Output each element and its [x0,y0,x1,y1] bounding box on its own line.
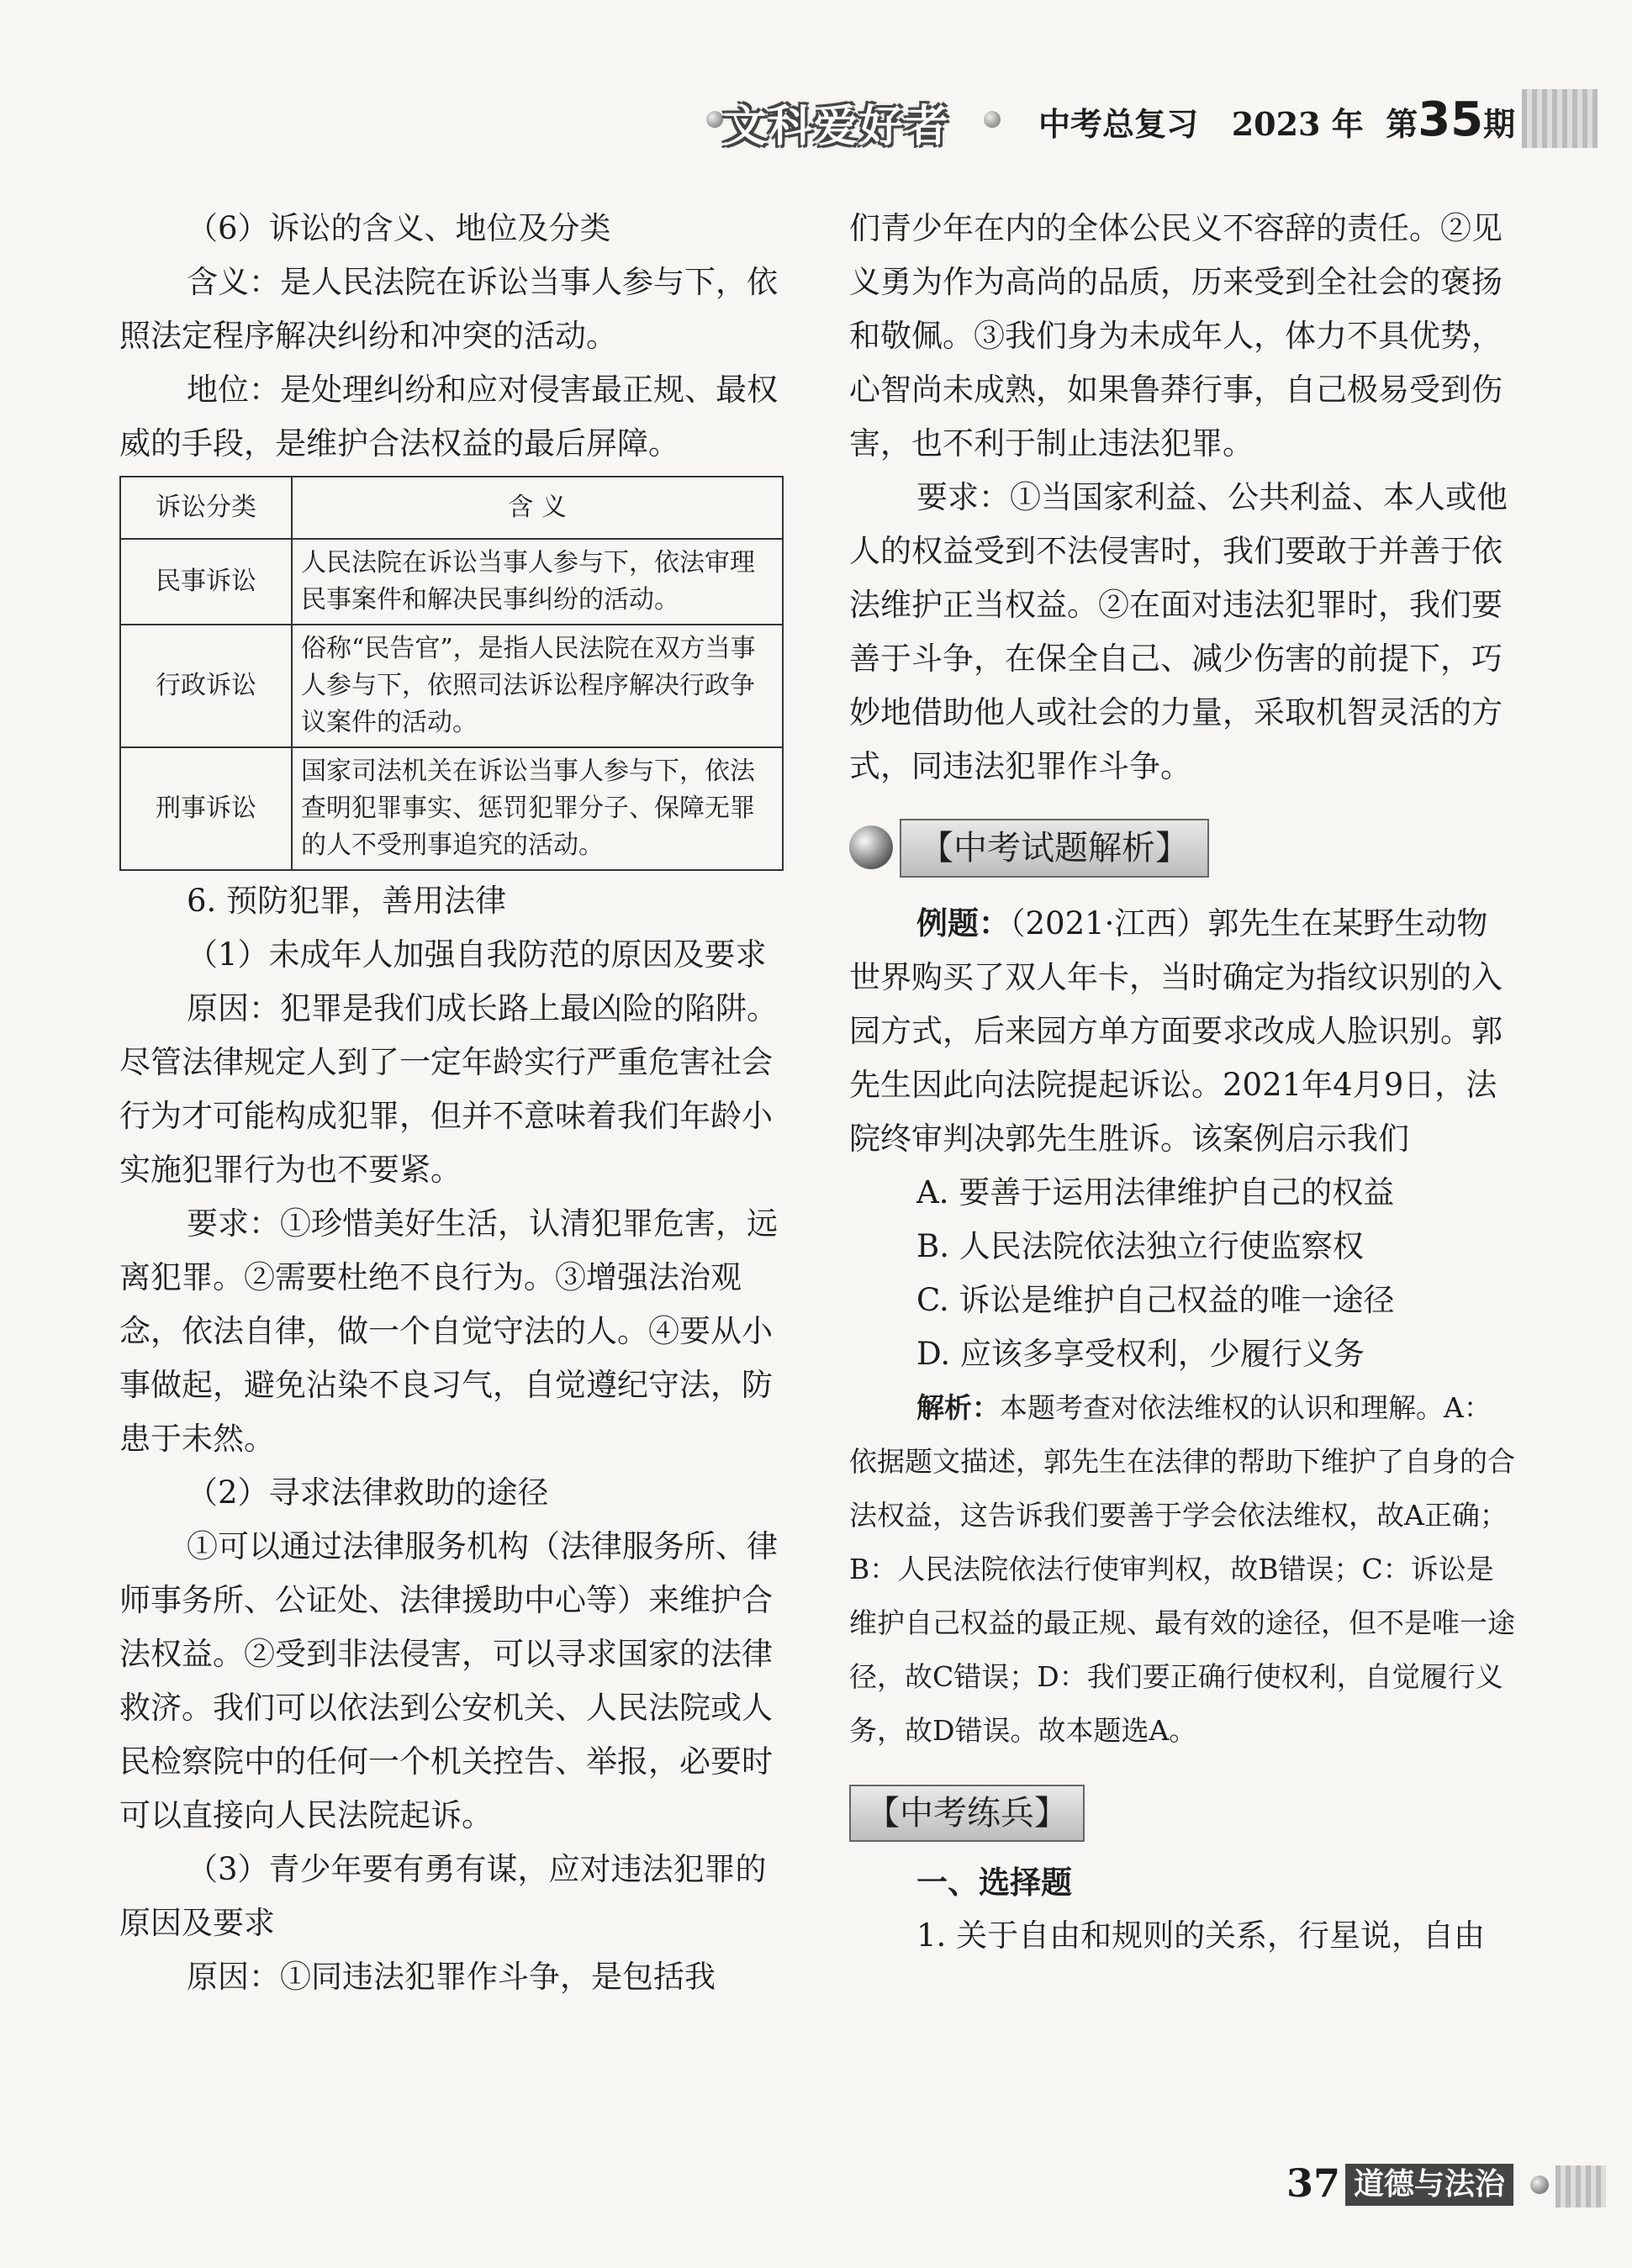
paragraph: 原因：①同违法犯罪作斗争，是包括我 [187,1959,716,1995]
example-label: 例题： [916,905,1010,941]
table-cell-desc: 国家司法机关在诉讼当事人参与下，依法查明犯罪事实、惩罚犯罪分子、保障无罪的人不受刑事追究的活动。 [292,747,783,870]
issue-prefix: 第 [1386,105,1418,143]
bullet-icon [706,111,723,128]
section-banner-analysis [849,814,1518,879]
example-question [849,896,1518,1166]
option: A. 要善于运用法律维护自己的权益 [916,1174,1395,1210]
page-footer [1286,2160,1614,2211]
paragraph: 原因：犯罪是我们成长路上最凶险的陷阱。尽管法律规定人到了一定年龄实行严重危害社会行为才可能构成犯罪，但并不意味着我们年龄小实施犯罪行为也不要紧。 [119,990,778,1188]
table-row [120,747,783,870]
ball-icon [849,825,893,869]
question: 1. 关于自由和规则的关系，行星说，自由 [916,1917,1486,1954]
footer-decoration [1555,2165,1606,2207]
table-row [120,625,783,747]
option: B. 人民法院依法独立行使监察权 [916,1228,1364,1264]
section-title: （2）寻求法律救助的途径 [187,1474,549,1511]
page-header [706,84,1598,153]
option: D. 应该多享受权利，少履行义务 [916,1336,1365,1372]
table-header-cell: 诉讼分类 [120,477,292,539]
left-column [119,202,788,2004]
table-cell-type: 行政诉讼 [120,625,292,747]
paragraph: 地位：是处理纠纷和应对侵害最正规、最权威的手段，是维护合法权益的最后屏障。 [119,372,778,462]
section-title: （1）未成年人加强自我防范的原因及要求 [187,936,767,973]
paragraph: 含义：是人民法院在诉讼当事人参与下，依照法定程序解决纠纷和冲突的活动。 [119,264,778,354]
heading: 6. 预防犯罪，善用法律 [187,883,507,919]
table-header-row [120,477,783,539]
section-title: （6）诉讼的含义、地位及分类 [187,210,611,246]
paragraph: 们青少年在内的全体公民义不容辞的责任。②见义勇为作为高尚的品质，历来受到全社会的褒扬和敬佩。③我们身为未成年人，体力不具优势，心智尚未成熟，如果鲁莽行事，自己极易受到伤害，也不利于制止违法犯罪。 [849,210,1503,462]
section-banner-label: 【中考试题解析】 [900,819,1209,878]
table-cell-desc: 人民法院在诉讼当事人参与下，依法审理民事案件和解决民事纠纷的活动。 [292,539,783,625]
example-body: （2021·江西）郭先生在某野生动物世界购买了双人年卡，当时确定为指纹识别的入园方式，后来园方单方面要求改成人脸识别。郭先生因此向法院提起诉讼。2021年4月9日，法院终审判决郭先生胜诉。该案例启示我们 [849,905,1503,1157]
issue-suffix: 期 [1483,105,1516,143]
option: C. 诉讼是维护自己权益的唯一途径 [916,1282,1395,1318]
header-decoration [1522,89,1598,148]
section-title: （3）青少年要有勇有谋，应对违法犯罪的原因及要求 [119,1851,767,1941]
table-header-cell: 含 义 [292,477,783,539]
section-banner-practice [849,1781,1518,1843]
page-number: 37 [1286,2160,1341,2206]
paragraph: 要求：①当国家利益、公共利益、本人或他人的权益受到不法侵害时，我们要敢于并善于依法维护正当权益。②在面对违法犯罪时，我们要善于斗争，在保全自己、减少伤害的前提下，巧妙地借助他人或社会的力量，采取机智灵活的方式，同违法犯罪作斗争。 [849,479,1508,784]
magazine-brand: 文科爱好者 [723,102,951,152]
bullet-icon [984,111,1001,128]
table-cell-type: 民事诉讼 [120,539,292,625]
ball-icon [1530,2176,1549,2194]
analysis-label: 解析： [916,1391,1000,1424]
paragraph: ①可以通过法律服务机构（法律服务所、律师事务所、公证处、法律援助中心等）来维护合法权益。②受到非法侵害，可以寻求国家的法律救济。我们可以依法到公安机关、人民法院或人民检察院中的任何一个机关控告、举报，必要时可以直接向人民法院起诉。 [119,1528,778,1833]
subsection-title: 一、选择题 [916,1864,1072,1901]
analysis [849,1381,1518,1758]
right-column [849,202,1518,1963]
series-name: 中考总复习 [1038,105,1199,143]
subject-label: 道德与法治 [1345,2164,1513,2206]
section-banner-label: 【中考练兵】 [849,1785,1085,1842]
issue-year: 2023 年 [1231,105,1364,143]
issue-info [1038,92,1515,147]
table-cell-type: 刑事诉讼 [120,747,292,870]
table-row [120,539,783,625]
analysis-body: 本题考查对依法维权的认识和理解。A：依据题文描述，郭先生在法律的帮助下维护了自身的合法权益，这告诉我们要善于学会依法维权，故A正确；B：人民法院依法行使审判权，故B错误；C：诉讼是维护自己权益的最正规、最有效的途径，但不是唯一途径，故C错误；D：我们要正确行使权利，自觉履行义务，故D错误。故本题选A。 [849,1391,1515,1747]
issue-number: 35 [1418,92,1484,147]
litigation-table [119,476,784,871]
paragraph: 要求：①珍惜美好生活，认清犯罪危害，远离犯罪。②需要杜绝不良行为。③增强法治观念，依法自律，做一个自觉守法的人。④要从小事做起，避免沾染不良习气，自觉遵纪守法，防患于未然。 [119,1205,778,1457]
table-cell-desc: 俗称“民告官”，是指人民法院在双方当事人参与下，依照司法诉讼程序解决行政争议案件的活动。 [292,625,783,747]
